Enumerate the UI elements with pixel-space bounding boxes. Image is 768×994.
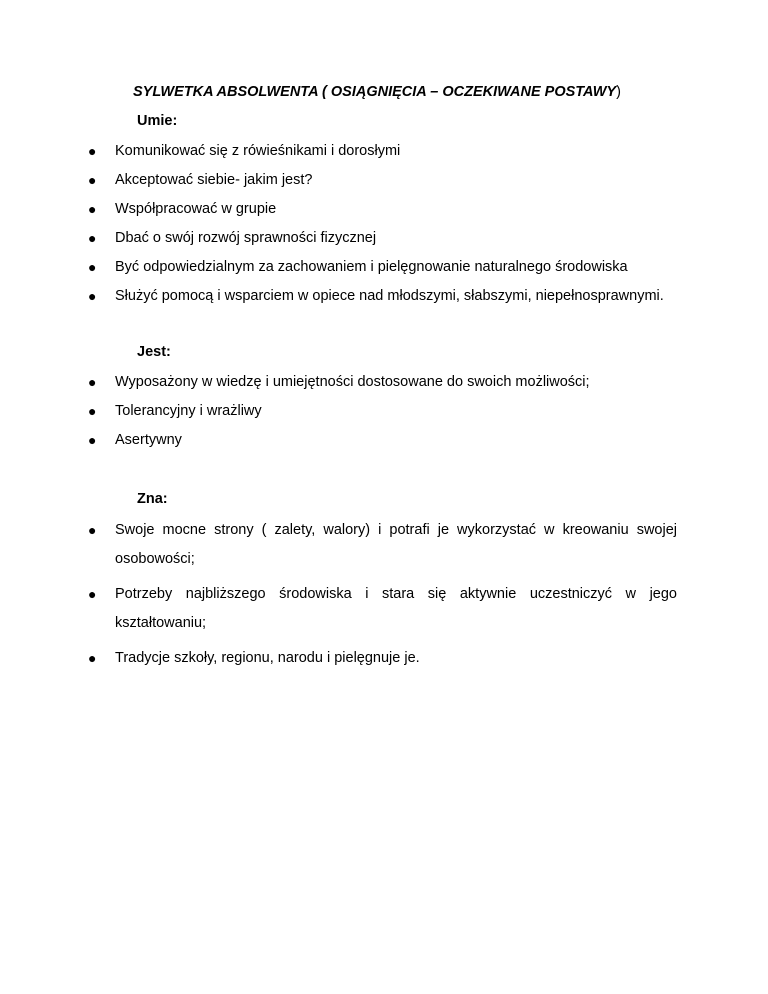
list-item: ● Swoje mocne strony ( zalety, walory) i potrafi je wykorzystać w kreowaniu swojej osobowości; — [0, 516, 768, 574]
document-title — [133, 84, 621, 100]
list-jest — [0, 368, 768, 455]
bullet-icon: ● — [88, 586, 97, 602]
bullet-icon: ● — [88, 259, 97, 275]
bullet-icon: ● — [88, 143, 97, 159]
bullet-icon: ● — [88, 288, 97, 304]
bullet-icon: ● — [88, 403, 97, 419]
bullet-icon: ● — [88, 230, 97, 246]
section-heading-umie: Umie: — [137, 113, 178, 129]
list-item: ● Tradycje szkoły, regionu, narodu i pielęgnuje je. — [0, 644, 768, 673]
title-close-paren: ) — [616, 84, 621, 100]
title-main: SYLWETKA ABSOLWENTA ( OSIĄGNIĘCIA – OCZEKIWANE POSTAWY — [133, 84, 617, 100]
bullet-icon: ● — [88, 650, 97, 666]
list-item: ● Być odpowiedzialnym za zachowaniem i pielęgnowanie naturalnego środowiska — [0, 253, 768, 282]
section-heading-zna: Zna: — [137, 491, 168, 507]
section-heading-jest: Jest: — [137, 344, 171, 360]
list-item: ● Tolerancyjny i wrażliwy — [0, 397, 768, 426]
bullet-icon: ● — [88, 172, 97, 188]
bullet-icon: ● — [88, 201, 97, 217]
bullet-icon: ● — [88, 374, 97, 390]
list-item: ● Asertywny — [0, 426, 768, 455]
list-zna — [0, 516, 768, 673]
bullet-icon: ● — [88, 522, 97, 538]
list-umie — [0, 137, 768, 311]
list-item: ● Dbać o swój rozwój sprawności fizycznej — [0, 224, 768, 253]
list-item: ● Wyposażony w wiedzę i umiejętności dostosowane do swoich możliwości; — [0, 368, 768, 397]
list-item: ● Akceptować siebie- jakim jest? — [0, 166, 768, 195]
list-item: ● Służyć pomocą i wsparciem w opiece nad młodszymi, słabszymi, niepełnosprawnymi. — [0, 282, 768, 311]
list-item: ● Komunikować się z rówieśnikami i dorosłymi — [0, 137, 768, 166]
list-item: ● Potrzeby najbliższego środowiska i stara się aktywnie uczestniczyć w jego kształtowaniu; — [0, 580, 768, 638]
bullet-icon: ● — [88, 432, 97, 448]
list-item: ● Współpracować w grupie — [0, 195, 768, 224]
